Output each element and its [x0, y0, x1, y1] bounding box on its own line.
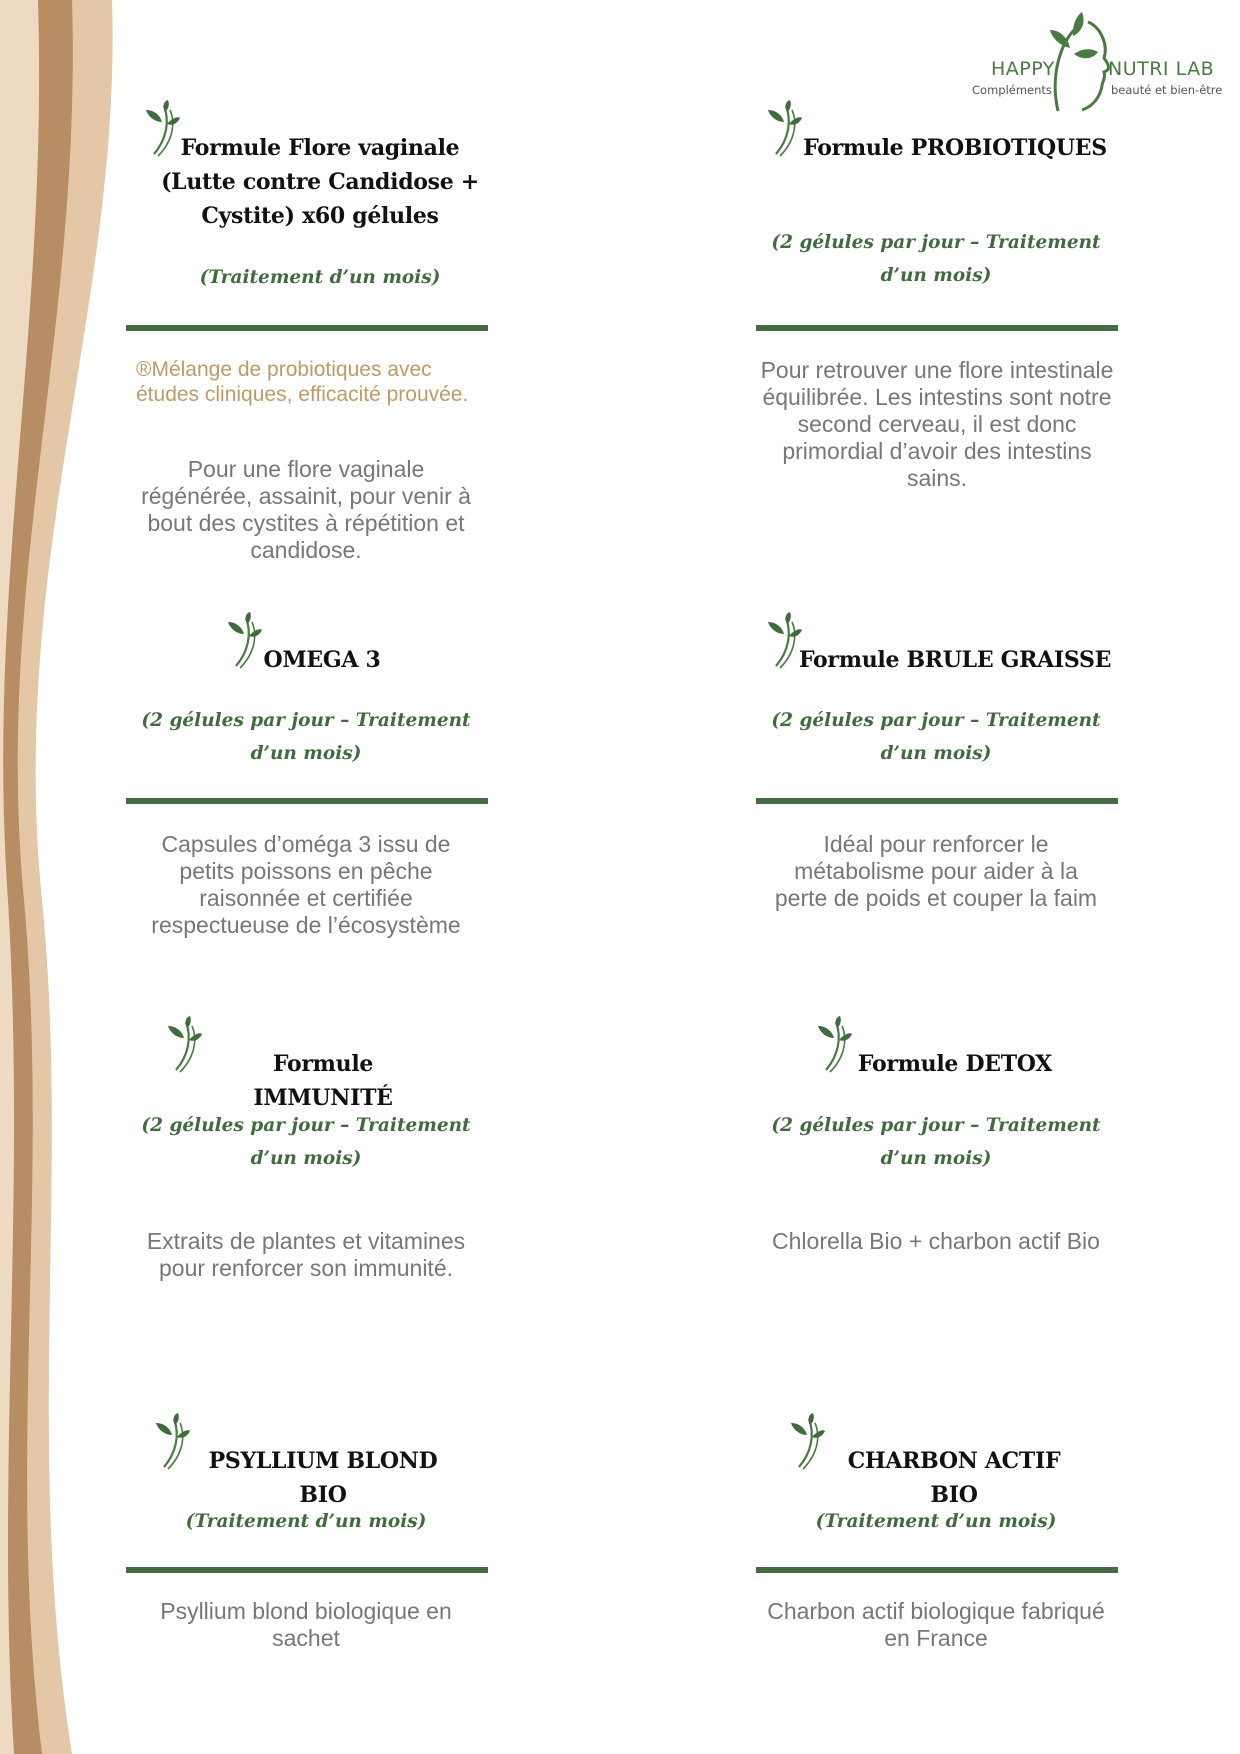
product-description: Psyllium blond biologique en sachet: [160, 1598, 452, 1651]
product-description: Capsules d’oméga 3 issu de petits poissons en pêche raisonnée et certifiée respectueuse de l’écosystème: [151, 831, 461, 938]
brand-tagline-right: beauté et bien-être: [1111, 83, 1223, 97]
product-dose: (2 gélules par jour – Traitement d’un mois): [771, 1115, 1101, 1169]
brand-tagline-left: Compléments: [972, 83, 1052, 97]
decorative-wave-border: [0, 0, 125, 1754]
product-title: OMEGA 3: [263, 647, 381, 673]
product-description: Charbon actif biologique fabriqué en France: [767, 1598, 1105, 1651]
product-highlight: ®Mélange de probiotiques avec études cliniques, efficacité prouvée.: [136, 358, 469, 406]
sprout-icon: [812, 1016, 852, 1074]
product-dose: (Traitement d’un mois): [199, 267, 441, 288]
product-dose: (2 gélules par jour – Traitement d’un mois): [141, 710, 471, 764]
sprout-icon: [162, 1016, 202, 1074]
product-description: Extraits de plantes et vitamines pour renforcer son immunité.: [146, 1228, 466, 1281]
product-description: Pour retrouver une flore intestinale équilibrée. Les intestins sont notre second cerveau, il est donc primordial d’avoir des intestins sains.: [760, 357, 1114, 491]
product-title: PSYLLIUM BLOND BIO: [208, 1448, 438, 1508]
product-dose: (Traitement d’un mois): [815, 1511, 1057, 1532]
divider: [126, 1567, 488, 1573]
product-dose: (Traitement d’un mois): [185, 1511, 427, 1532]
divider: [756, 798, 1118, 804]
sprout-icon: [222, 612, 262, 670]
divider: [126, 798, 488, 804]
product-title: Formule BRULE GRAISSE: [798, 647, 1112, 673]
product-title: Formule DETOX: [857, 1051, 1053, 1077]
divider: [756, 325, 1118, 331]
brand-name-left: HAPPY: [991, 58, 1055, 80]
product-title: CHARBON ACTIF BIO: [847, 1448, 1061, 1508]
product-title: Formule IMMUNITÉ: [253, 1051, 393, 1111]
product-description: Chlorella Bio + charbon actif Bio: [772, 1228, 1100, 1254]
brand-logo: [965, 6, 1235, 124]
product-dose: (2 gélules par jour – Traitement d’un mois): [771, 710, 1101, 764]
brand-name-right: NUTRI LAB: [1108, 58, 1215, 80]
product-title: Formule Flore vaginale (Lutte contre Candidose + Cystite) x60 gélules: [161, 135, 479, 229]
product-description: Pour une flore vaginale régénérée, assainit, pour venir à bout des cystites à répétition et candidose.: [141, 456, 471, 563]
divider: [126, 325, 488, 331]
sprout-icon: [150, 1413, 190, 1471]
product-dose: (2 gélules par jour – Traitement d’un mois): [771, 232, 1101, 286]
product-title: Formule PROBIOTIQUES: [803, 135, 1107, 161]
product-description: Idéal pour renforcer le métabolisme pour aider à la perte de poids et couper la faim: [774, 831, 1098, 911]
divider: [756, 1567, 1118, 1573]
product-dose: (2 gélules par jour – Traitement d’un mois): [141, 1115, 471, 1169]
sprout-icon: [785, 1413, 825, 1471]
